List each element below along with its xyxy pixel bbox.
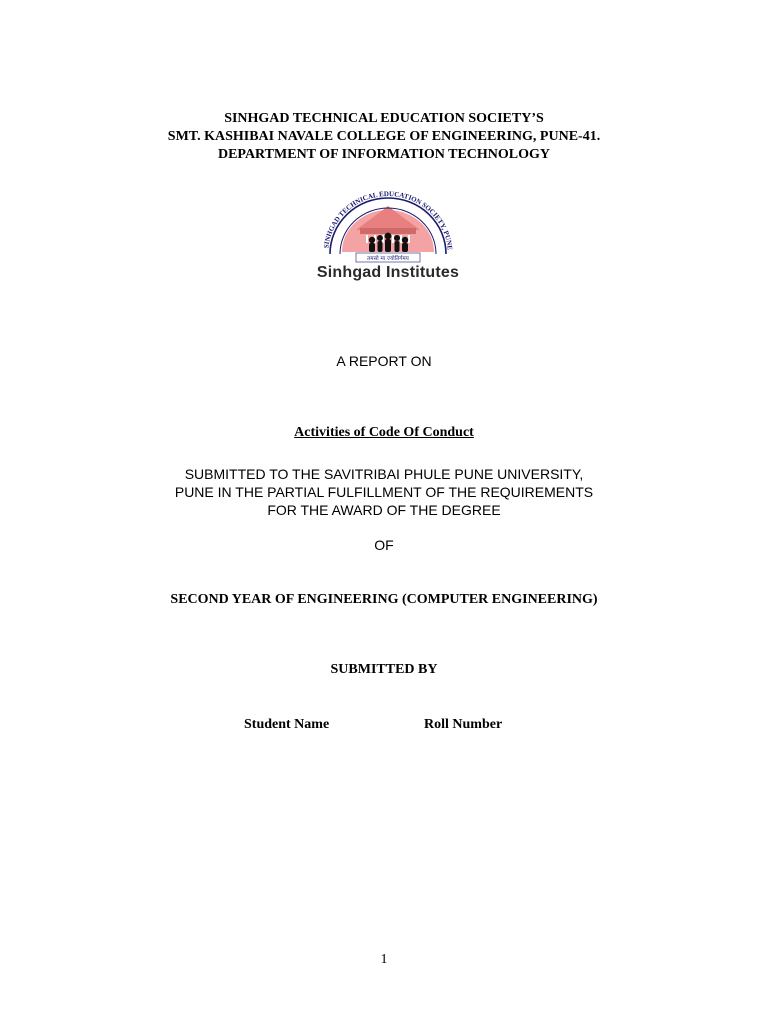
of-text: OF	[374, 537, 394, 553]
submitted-by-heading: SUBMITTED BY	[330, 662, 438, 677]
college-name: SMT. KASHIBAI NAVALE COLLEGE OF ENGINEERING, PUNE-41.	[167, 129, 601, 144]
student-name-column: Student Name	[244, 717, 330, 732]
page-number: 1	[380, 952, 388, 967]
emblem-motto: तमसो मा ज्योतिर्गमय	[367, 256, 409, 262]
roll-number-column: Roll Number	[424, 717, 503, 732]
submitted-line-1: SUBMITTED TO THE SAVITRIBAI PHULE PUNE UNIVERSITY,	[184, 466, 584, 482]
degree-name: SECOND YEAR OF ENGINEERING (COMPUTER ENGINEERING)	[170, 592, 598, 607]
submitted-line-2: PUNE IN THE PARTIAL FULFILLMENT OF THE REQUIREMENTS	[174, 484, 594, 500]
report-intro: A REPORT ON	[336, 353, 432, 369]
society-name: SINHGAD TECHNICAL EDUCATION SOCIETY’S	[224, 111, 544, 126]
logo-caption: Sinhgad Institutes	[316, 264, 460, 281]
report-title: Activities of Code Of Conduct	[294, 425, 474, 440]
department-name: DEPARTMENT OF INFORMATION TECHNOLOGY	[217, 147, 551, 162]
emblem-ring-text: SINHGAD TECHNICAL EDUCATION SOCIETY, PUNE	[322, 190, 454, 251]
submitted-line-3: FOR THE AWARD OF THE DEGREE	[267, 502, 501, 518]
